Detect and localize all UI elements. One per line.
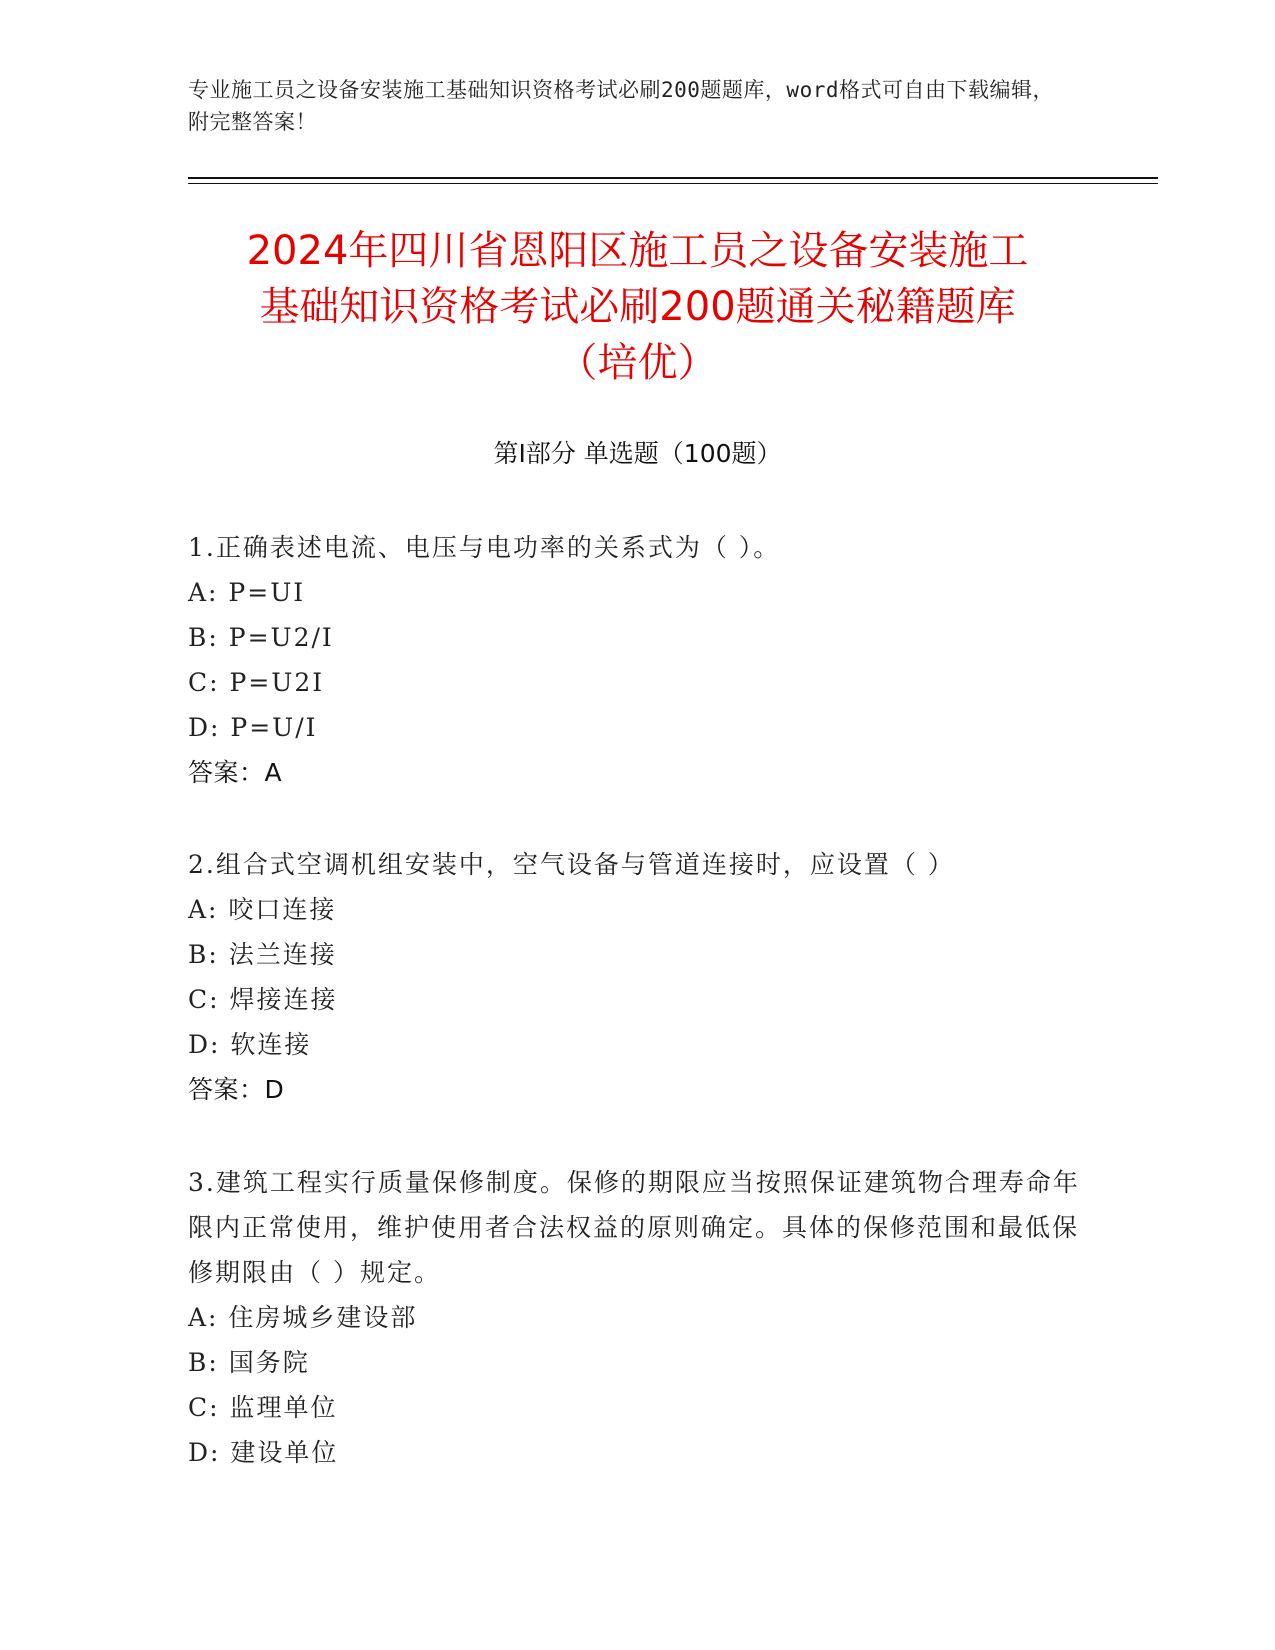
header-note: 专业施工员之设备安装施工基础知识资格考试必刷200题题库，word格式可自由下载编辑，附完整答案！ [188,78,1054,134]
answer: 答案：D [188,1075,285,1104]
question-1 [188,525,1088,795]
title-line-3: （培优） [557,340,718,386]
question-2 [188,842,1088,1112]
header-rule-thin [188,183,1158,184]
title-line-2: 基础知识资格考试必刷200题通关秘籍题库 [259,284,1016,330]
option-c: C: 监理单位 [188,1393,338,1422]
question-stem: 1.正确表述电流、电压与电功率的关系式为（ ）。 [188,533,781,562]
question-stem: 2.组合式空调机组安装中，空气设备与管道连接时，应设置（ ） [188,850,955,879]
option-d: D: P=U/I [188,713,318,742]
option-c: C: P=U2I [188,668,325,697]
header-rule-thick [188,177,1158,179]
question-3 [188,1160,1088,1475]
option-d: D: 建设单位 [188,1438,339,1467]
option-a: A: 咬口连接 [188,895,337,924]
section-heading: 第Ⅰ部分 单选题（100题） [493,439,782,468]
option-d: D: 软连接 [188,1030,312,1059]
title-line-1: 2024年四川省恩阳区施工员之设备安装施工 [246,228,1029,274]
option-a: A: P=UI [188,578,306,607]
option-b: B: P=U2/I [188,623,334,652]
option-b: B: 法兰连接 [188,940,337,969]
option-c: C: 焊接连接 [188,985,338,1014]
option-a: A: 住房城乡建设部 [188,1303,418,1332]
document-title [150,223,1125,391]
answer: 答案：A [188,758,283,787]
option-b: B: 国务院 [188,1348,310,1377]
question-stem: 3.建筑工程实行质量保修制度。保修的期限应当按照保证建筑物合理寿命年限内正常使用，维护使用者合法权益的原则确定。具体的保修范围和最低保修期限由（ ）规定。 [188,1168,1080,1287]
